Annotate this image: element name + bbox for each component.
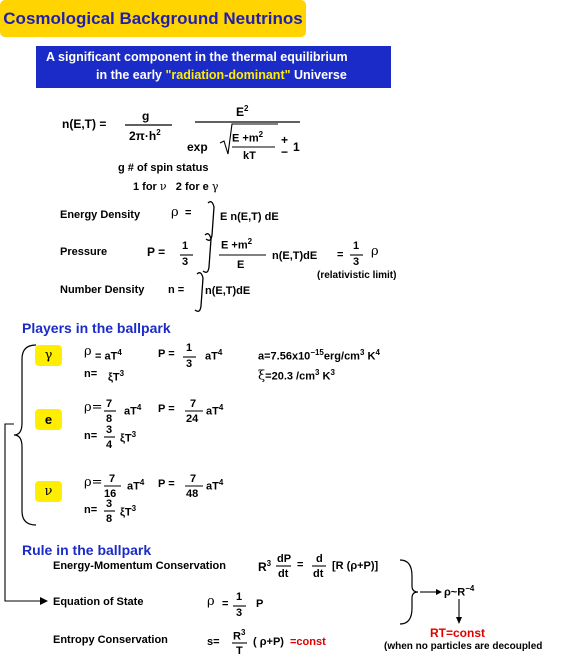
nu-p-den: 48 (186, 488, 199, 500)
distribution-num-text: E (236, 105, 245, 119)
intro-line-2-suffix: Universe (290, 68, 347, 82)
emc-R-text: R (258, 560, 267, 574)
relativistic-limit-note: (relativistic limit) (317, 270, 397, 281)
nu-n-xiT-text: ξT (120, 506, 132, 519)
eos-equals: = (222, 598, 229, 610)
pressure-lhs: P = (147, 245, 166, 259)
gamma-xi-constant (258, 368, 335, 384)
rho-R-sup: −4 (465, 584, 475, 593)
energy-rho: ρ (171, 205, 179, 220)
rho-R-result (444, 584, 474, 599)
nu-p-aT-sup: 4 (218, 478, 224, 487)
entropy-const: =const (290, 636, 326, 648)
emc-equals: = (297, 559, 304, 571)
distribution-num-sup: 2 (244, 104, 249, 113)
gamma-rho-text: = aT (95, 350, 118, 363)
distribution-g: g (142, 109, 150, 123)
nu-n-xiT-sup: 3 (131, 504, 137, 513)
page-title: Cosmological Background Neutrinos (0, 0, 306, 37)
distribution-lhs: n(E,T) = (62, 117, 107, 131)
gamma-rho-sup: 4 (117, 348, 122, 357)
e-p-num: 7 (190, 398, 197, 410)
bracket-arrow-head (40, 597, 48, 605)
e-rho-num: 7 (106, 398, 113, 410)
number-lhs: n = (168, 284, 185, 296)
pressure-rel-three: 3 (353, 256, 360, 268)
e-p-lhs: P = (158, 403, 175, 415)
nu-n-num: 3 (106, 498, 113, 510)
e-rho-den: 8 (106, 413, 113, 425)
emc-dt-2: dt (313, 568, 324, 580)
sqrt-expr-text: E +m (232, 132, 259, 145)
e-p-aT-text: aT (206, 405, 219, 418)
nu-p-lhs: P = (158, 478, 175, 490)
pressure-rho: ρ (371, 244, 379, 259)
pressure-num-text: E +m (221, 239, 248, 252)
entropy-num (233, 628, 245, 643)
e-rho-aT-text: aT (124, 405, 137, 418)
a-unit: erg/cm (323, 350, 360, 363)
distribution-den1 (129, 128, 161, 143)
energy-equals: = (185, 207, 192, 219)
gamma-n-text: ξT (108, 371, 120, 384)
e-rho-aT-sup: 4 (136, 403, 142, 412)
e-p-aT-sup: 4 (218, 403, 224, 412)
rt-const: RT=const (430, 626, 486, 640)
spin-line-2 (133, 180, 218, 193)
emc-label: Energy-Momentum Conservation (53, 560, 226, 572)
nu-rho-num: 7 (109, 473, 116, 485)
nu-rho-aT-sup: 4 (139, 478, 145, 487)
intro-highlight: "radiation-dominant" (165, 68, 291, 82)
nu-symbol: ν (159, 180, 167, 193)
nu-n-xiT (120, 504, 136, 519)
emc-rhs: [R (ρ+P)] (332, 560, 379, 572)
rules-heading: Rule in the ballpark (22, 542, 152, 558)
xi-symbol: ξ (258, 368, 266, 384)
intro-line-1: A significant component in the thermal equilibrium (46, 50, 348, 64)
emc-d: d (316, 553, 323, 565)
distribution-minus: − (281, 145, 289, 159)
down-arrow-head (456, 617, 462, 624)
nu-p-num: 7 (190, 473, 197, 485)
distribution-den1-sup: 2 (156, 128, 161, 137)
e-n-label: n= (84, 430, 98, 442)
sqrt-expr-sup: 2 (258, 130, 264, 139)
a-exponent: −15 (310, 348, 324, 357)
gamma-symbol: γ (211, 180, 219, 193)
intro-line-2-prefix: in the early (96, 68, 166, 82)
rho-R-text: ρ~R (444, 586, 466, 599)
spin-2-for: 2 for e (175, 181, 209, 193)
xi-kelvin-sup: 3 (330, 368, 335, 377)
badge-gamma: γ (35, 345, 62, 366)
e-n-den: 4 (106, 439, 113, 451)
integral-energy (206, 202, 214, 241)
pressure-rel-one: 1 (353, 240, 360, 252)
gamma-p-three: 3 (186, 358, 193, 370)
entropy-num-sup: 3 (240, 628, 246, 637)
e-p-aT (206, 403, 223, 418)
spin-line-1: g # of spin status (118, 162, 209, 174)
gamma-p-one: 1 (186, 342, 193, 354)
number-density-label: Number Density (60, 284, 145, 296)
xi-unit-sup: 3 (315, 368, 320, 377)
decoupled-note: (when no particles are decoupled (384, 641, 543, 652)
gamma-a-constant (258, 348, 380, 363)
number-integrand: n(E,T)dE (205, 285, 251, 297)
e-n-xiT (120, 430, 136, 445)
nu-p-aT-text: aT (206, 480, 219, 493)
nu-n-label: n= (84, 504, 98, 516)
pressure-three: 3 (182, 256, 189, 268)
e-n-num: 3 (106, 424, 113, 436)
distribution-num (236, 104, 248, 119)
emc-dt-1: dt (278, 568, 289, 580)
eos-three: 3 (236, 607, 243, 619)
entropy-den: T (236, 645, 243, 657)
pressure-denominator: E (237, 259, 245, 271)
eos-label: Equation of State (53, 596, 144, 608)
entropy-label: Entropy Conservation (53, 634, 168, 646)
gamma-rho-symbol: ρ (84, 344, 92, 359)
entropy-mid: ( ρ+P) (253, 636, 284, 648)
energy-density-label: Energy Density (60, 209, 141, 221)
players-brace (14, 345, 36, 525)
emc-R3 (258, 559, 271, 574)
gamma-n-eq (108, 369, 124, 384)
eos-P: P (256, 598, 264, 610)
energy-integrand: E n(E,T) dE (220, 211, 279, 223)
a-kelvin-sup: 4 (375, 348, 380, 357)
pressure-label: Pressure (60, 246, 108, 258)
rules-brace (400, 560, 418, 624)
distribution-den1-text: 2π·h (129, 129, 157, 143)
gamma-p-aT-sup: 4 (217, 348, 223, 357)
nu-rho-aT-text: aT (127, 480, 140, 493)
pressure-tail: n(E,T)dE (272, 250, 318, 262)
e-n-xiT-text: ξT (120, 432, 132, 445)
distribution-sqrt-expr (232, 130, 263, 145)
nu-rho-aT (127, 478, 144, 493)
e-p-den: 24 (186, 413, 199, 425)
e-rho-symbol: ρ= (84, 400, 103, 415)
nu-rho-symbol: ρ= (84, 475, 103, 490)
spin-1-for: 1 for (133, 181, 157, 193)
a-value: a=7.56x10 (258, 350, 311, 363)
distribution-kT: kT (243, 150, 256, 162)
entropy-lhs: s= (207, 636, 220, 648)
gamma-rho-eq (95, 348, 122, 363)
pressure-equals: = (337, 249, 344, 261)
gamma-n-sup: 3 (119, 369, 125, 378)
emc-dP: dP (277, 553, 292, 565)
a-unit-sup: 3 (359, 348, 365, 357)
distribution-one: 1 (293, 140, 300, 154)
pressure-num-sup: 2 (247, 237, 253, 246)
e-rho-aT (124, 403, 141, 418)
e-n-xiT-sup: 3 (131, 430, 137, 439)
distribution-exp: exp (187, 140, 208, 154)
entropy-num-text: R (233, 630, 241, 643)
xi-value: =20.3 /cm (265, 370, 316, 383)
nu-p-aT (206, 478, 223, 493)
nu-rho-den: 16 (104, 488, 117, 500)
nu-n-den: 8 (106, 513, 113, 525)
distribution-plus: + (281, 133, 289, 147)
gamma-p-lhs: P = (158, 348, 175, 360)
result-arrow-head (436, 589, 442, 595)
integral-number (195, 273, 203, 312)
gamma-p-aT (205, 348, 222, 363)
eos-rho: ρ (207, 594, 215, 609)
xi-kelvin: K (322, 370, 331, 383)
emc-R-sup: 3 (266, 559, 272, 568)
a-kelvin: K (367, 350, 376, 363)
gamma-n-label: n= (84, 368, 98, 380)
badge-e: e (35, 409, 62, 430)
pressure-numerator (221, 237, 252, 252)
pressure-one: 1 (182, 240, 189, 252)
badge-nu: ν (35, 481, 62, 502)
players-heading: Players in the ballpark (22, 320, 171, 336)
eos-one: 1 (236, 591, 243, 603)
gamma-p-aT-text: aT (205, 350, 218, 363)
